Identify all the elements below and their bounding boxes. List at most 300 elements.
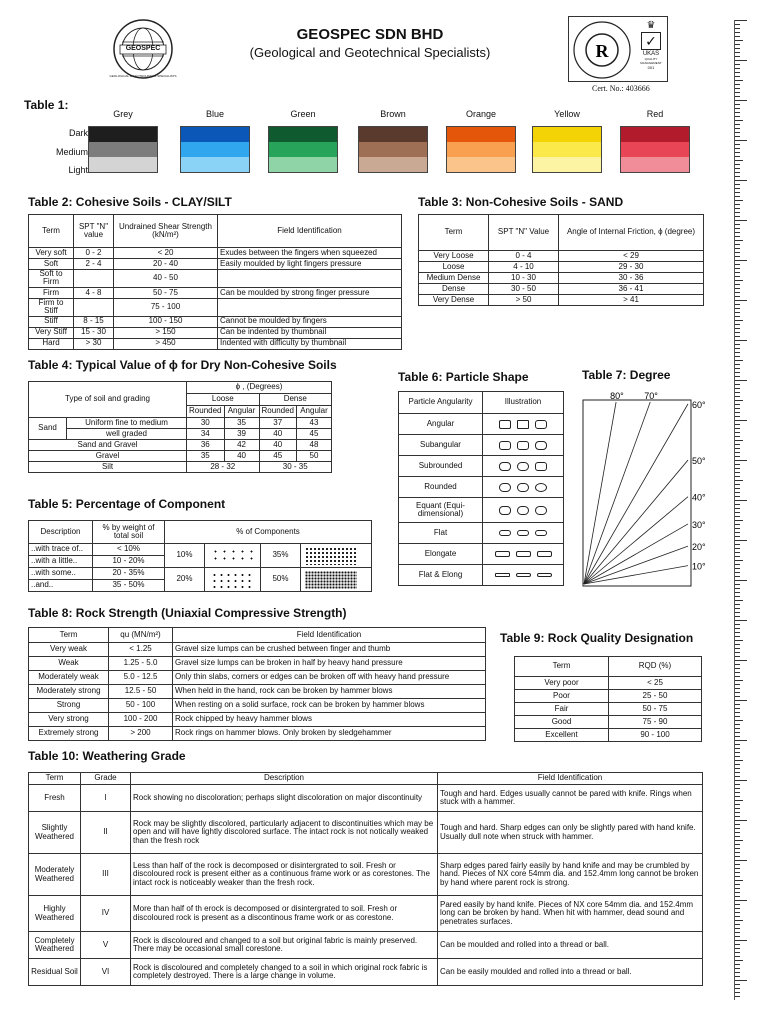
ruler-tick xyxy=(735,256,740,257)
table3-non-cohesive-soils xyxy=(418,214,704,306)
particle-shape-icon xyxy=(517,462,529,471)
ruler-tick xyxy=(735,656,740,657)
table-cell: Very soft xyxy=(29,248,74,259)
ruler-tick xyxy=(735,568,740,569)
table-cell: 100 - 150 xyxy=(114,316,218,327)
ruler-tick xyxy=(735,840,743,841)
ruler-tick xyxy=(735,916,740,917)
ruler-tick xyxy=(735,940,747,941)
table2-cohesive-soils xyxy=(28,214,402,350)
ruler-tick xyxy=(735,976,740,977)
table9-title: Table 9: Rock Quality Designation xyxy=(500,631,694,645)
color-swatch-2 xyxy=(268,126,338,173)
ruler-tick xyxy=(735,856,740,857)
ruler-tick xyxy=(735,416,740,417)
table-cell: III xyxy=(81,854,131,896)
table-row xyxy=(399,565,564,586)
t4-cell: 35 xyxy=(187,451,224,462)
table-row xyxy=(29,327,402,338)
ruler-tick xyxy=(735,632,740,633)
table6-title: Table 6: Particle Shape xyxy=(398,370,529,384)
table-cell: 4 - 8 xyxy=(74,287,114,298)
ruler-tick xyxy=(735,688,740,689)
ruler-tick xyxy=(735,244,740,245)
particle-shape-icon xyxy=(535,530,547,536)
ruler-tick xyxy=(735,328,740,329)
table-row xyxy=(399,544,564,565)
table-cell: Moderately weak xyxy=(29,671,109,685)
ruler-tick xyxy=(735,408,740,409)
ruler-tick xyxy=(735,88,740,89)
t4-header-dense: Dense xyxy=(259,394,331,406)
table-row xyxy=(29,298,402,316)
ruler-tick xyxy=(735,984,740,985)
shade-label-medium: Medium xyxy=(55,147,88,157)
t10-header-term: Term xyxy=(29,773,81,785)
table-cell: Less than half of the rock is decomposed or disintergrated to soil. Fresh or discoloured rock is present either as a continuous frame work or as corestones. The intact rock is noticeably weaker than the fresh rock. xyxy=(131,854,438,896)
t4-header-rounded-2: Rounded xyxy=(259,406,296,418)
table-cell: 20 - 40 xyxy=(114,259,218,270)
table-cell: Moderately Weathered xyxy=(29,854,81,896)
degree-label: 60° xyxy=(692,399,706,410)
table-cell: 50 - 75 xyxy=(609,703,702,716)
shade-label-light: Light xyxy=(68,165,88,175)
table4-title: Table 4: Typical Value of ϕ for Dry Non-Cohesive Soils xyxy=(28,358,337,372)
t3-header-angle: Angle of Internal Friction, ϕ (degree) xyxy=(559,215,704,251)
ruler-tick xyxy=(735,264,740,265)
shade-1 xyxy=(621,142,689,157)
sparse-particles-20-icon xyxy=(205,568,261,592)
table-cell: Exudes between the fingers when squeezed xyxy=(218,248,402,259)
ruler-tick xyxy=(735,428,740,429)
ruler-tick xyxy=(735,336,740,337)
table-row xyxy=(419,284,704,295)
t3-header-spt: SPT "N" Value xyxy=(489,215,559,251)
t4-sand-label: Sand xyxy=(29,418,67,440)
table-row xyxy=(515,729,702,742)
ruler-tick xyxy=(735,132,740,133)
particle-shape-icon xyxy=(517,420,529,429)
table-cell: 25 - 50 xyxy=(609,690,702,703)
t2-header-field: Field Identification xyxy=(218,215,402,248)
ruler-tick xyxy=(735,28,740,29)
table-cell: Soft xyxy=(29,259,74,270)
ruler-tick xyxy=(735,284,740,285)
color-swatch-1 xyxy=(180,126,250,173)
table-row xyxy=(29,685,486,699)
ruler-tick xyxy=(735,628,740,629)
t4-cell: well graded xyxy=(67,429,187,440)
ruler-tick xyxy=(735,600,743,601)
table-cell: < 29 xyxy=(559,251,704,262)
ruler-tick xyxy=(735,156,740,157)
ruler-tick xyxy=(735,880,743,881)
ruler-tick xyxy=(735,672,740,673)
dense-particles-50-icon xyxy=(301,568,372,592)
table3-title: Table 3: Non-Cohesive Soils - SAND xyxy=(418,195,624,209)
table9-rqd xyxy=(514,656,702,742)
shade-2 xyxy=(269,157,337,172)
particle-shape-icon xyxy=(516,551,531,557)
ruler-tick xyxy=(735,212,740,213)
ruler-tick xyxy=(735,160,743,161)
ruler-tick xyxy=(735,360,743,361)
table-row xyxy=(29,932,703,959)
table-cell: Poor xyxy=(515,690,609,703)
t2-header-term: Term xyxy=(29,215,74,248)
t4-cell: 48 xyxy=(297,440,332,451)
shade-0 xyxy=(533,127,601,142)
ruler-tick xyxy=(735,760,743,761)
ruler-tick xyxy=(735,524,740,525)
table-cell: Rock chipped by heavy hammer blows xyxy=(173,713,486,727)
ruler-tick xyxy=(735,756,740,757)
table-row xyxy=(399,498,564,523)
table-cell: Excellent xyxy=(515,729,609,742)
table-row xyxy=(29,338,402,349)
ruler-tick xyxy=(735,844,740,845)
table2-title: Table 2: Cohesive Soils - CLAY/SILT xyxy=(28,195,232,209)
degree-chart xyxy=(582,390,722,588)
color-swatch-0 xyxy=(88,126,158,173)
table-cell: 12.5 - 50 xyxy=(109,685,173,699)
t5-pct: 35% xyxy=(261,544,301,568)
table-row xyxy=(399,523,564,544)
shade-2 xyxy=(181,157,249,172)
table-cell: II xyxy=(81,812,131,854)
ukas-sub: QUALITY MANAGEMENT xyxy=(640,57,662,65)
ruler-tick xyxy=(735,908,740,909)
ruler-tick xyxy=(735,704,740,705)
t4-cell: Uniform fine to medium xyxy=(67,418,187,429)
ruler-tick xyxy=(735,724,740,725)
ruler-tick xyxy=(735,84,740,85)
ruler-tick xyxy=(735,424,740,425)
ruler-tick xyxy=(735,436,740,437)
ruler-tick xyxy=(735,140,747,141)
ruler-tick xyxy=(735,340,747,341)
ruler-tick xyxy=(735,548,740,549)
ruler-tick xyxy=(735,796,740,797)
particle-illustration-icon xyxy=(483,565,564,586)
measurement-ruler xyxy=(734,20,750,1000)
ruler-tick xyxy=(735,996,740,997)
shade-2 xyxy=(621,157,689,172)
ruler-tick xyxy=(735,280,743,281)
ruler-tick xyxy=(735,868,740,869)
shade-0 xyxy=(269,127,337,142)
table-cell: 90 - 100 xyxy=(609,729,702,742)
table-cell: Moderately strong xyxy=(29,685,109,699)
ruler-tick xyxy=(735,316,740,317)
shade-1 xyxy=(89,142,157,157)
ruler-tick xyxy=(735,268,740,269)
ruler-tick xyxy=(735,272,740,273)
color-swatch-3 xyxy=(358,126,428,173)
ruler-tick xyxy=(735,432,740,433)
ruler-tick xyxy=(735,808,740,809)
ruler-tick xyxy=(735,392,740,393)
t10-header-field: Field Identification xyxy=(438,773,703,785)
table-row xyxy=(29,812,703,854)
table5-title: Table 5: Percentage of Component xyxy=(28,497,226,511)
t4-cell: 37 xyxy=(259,418,296,429)
ruler-tick xyxy=(735,772,740,773)
ruler-tick xyxy=(735,604,740,605)
ruler-tick xyxy=(735,556,740,557)
ruler-tick xyxy=(735,248,740,249)
table-cell: Fresh xyxy=(29,785,81,812)
ruler-tick xyxy=(735,932,740,933)
ruler-tick xyxy=(735,900,747,901)
shade-1 xyxy=(181,142,249,157)
particle-shape-icon xyxy=(517,441,529,450)
ruler-tick xyxy=(735,236,740,237)
ruler-tick xyxy=(735,684,740,685)
table-cell: Tough and hard. Edges usually cannot be pared with knife. Rings when stuck with a hammer. xyxy=(438,785,703,812)
table-row xyxy=(29,643,486,657)
table-cell: 50 - 100 xyxy=(109,699,173,713)
ruler-tick xyxy=(735,460,747,461)
table-cell: 4 - 10 xyxy=(489,262,559,273)
ruler-tick xyxy=(735,40,743,41)
color-name-6: Red xyxy=(646,109,664,119)
table-row xyxy=(29,259,402,270)
company-name: GEOSPEC SDN BHD xyxy=(296,26,444,43)
ruler-tick xyxy=(735,444,740,445)
ruler-tick xyxy=(735,812,740,813)
table-cell: When held in the hand, rock can be broken by hammer blows xyxy=(173,685,486,699)
svg-text:R: R xyxy=(595,41,609,61)
table-cell: 1.25 - 5.0 xyxy=(109,657,173,671)
ruler-tick xyxy=(735,168,740,169)
ruler-tick xyxy=(735,576,740,577)
ruler-tick xyxy=(735,196,740,197)
table-cell xyxy=(74,270,114,288)
table-row xyxy=(399,477,564,498)
t4-cell: 45 xyxy=(259,451,296,462)
ruler-tick xyxy=(735,992,740,993)
table-cell: Can be moulded by strong finger pressure xyxy=(218,287,402,298)
ruler-tick xyxy=(735,136,740,137)
ruler-tick xyxy=(735,348,740,349)
ruler-tick xyxy=(735,252,740,253)
table-row xyxy=(399,435,564,456)
ruler-tick xyxy=(735,332,740,333)
particle-illustration-icon xyxy=(483,544,564,565)
ruler-tick xyxy=(735,848,740,849)
t5-pct: 20% xyxy=(165,568,205,592)
table10-weathering xyxy=(28,772,703,986)
ruler-tick xyxy=(735,736,740,737)
table-cell: Flat xyxy=(399,523,483,544)
ruler-tick xyxy=(735,972,740,973)
table-cell: Very strong xyxy=(29,713,109,727)
ruler-tick xyxy=(735,544,740,545)
dense-particles-35-icon xyxy=(301,544,372,568)
table-cell xyxy=(218,298,402,316)
ruler-tick xyxy=(735,564,740,565)
ruler-tick xyxy=(735,692,740,693)
ruler-tick xyxy=(735,400,743,401)
t5-pct: 50% xyxy=(261,568,301,592)
ruler-tick xyxy=(735,356,740,357)
ruler-tick xyxy=(735,596,740,597)
ruler-tick xyxy=(735,660,747,661)
t4-cell: Gravel xyxy=(29,451,187,462)
ruler-tick xyxy=(735,980,747,981)
ruler-tick xyxy=(735,344,740,345)
t5-pct: 10% xyxy=(165,544,205,568)
ruler-tick xyxy=(735,876,740,877)
ruler-tick xyxy=(735,668,740,669)
ruler-tick xyxy=(735,652,740,653)
ruler-tick xyxy=(735,648,740,649)
particle-shape-icon xyxy=(535,506,547,515)
logo-text: GEOSPEC xyxy=(125,45,161,52)
shade-0 xyxy=(181,127,249,142)
ruler-tick xyxy=(735,708,740,709)
shade-0 xyxy=(89,127,157,142)
ruler-tick xyxy=(735,288,740,289)
t4-cell: 40 xyxy=(259,429,296,440)
ruler-tick xyxy=(735,412,740,413)
ruler-tick xyxy=(735,76,740,77)
ruler-tick xyxy=(735,732,740,733)
ruler-tick xyxy=(735,72,740,73)
t4-cell: Sand and Gravel xyxy=(29,440,187,451)
ruler-tick xyxy=(735,624,740,625)
table-cell: Tough and hard. Sharp edges can only be slightly pared with hand knife. Usually dull note when struck with hammer. xyxy=(438,812,703,854)
ruler-tick xyxy=(735,472,740,473)
ruler-tick xyxy=(735,320,743,321)
t4-cell: 30 xyxy=(187,418,224,429)
table-row xyxy=(29,248,402,259)
table-row xyxy=(29,699,486,713)
ruler-tick xyxy=(735,800,743,801)
table-cell: Equant (Equi-dimensional) xyxy=(399,498,483,523)
particle-shape-icon xyxy=(499,506,511,515)
table-cell: Highly Weathered xyxy=(29,896,81,932)
ruler-tick xyxy=(735,388,740,389)
table-cell: Only thin slabs, corners or edges can be broken off with heavy hand pressure xyxy=(173,671,486,685)
ruler-tick xyxy=(735,52,740,53)
ruler-tick xyxy=(735,804,740,805)
ruler-tick xyxy=(735,324,740,325)
particle-shape-icon xyxy=(517,530,529,536)
table-cell: 2 - 4 xyxy=(74,259,114,270)
table-cell: Rock rings on hammer blows. Only broken by sledgehammer xyxy=(173,727,486,741)
t6-header-angularity: Particle Angularity xyxy=(399,392,483,414)
ruler-tick xyxy=(735,220,747,221)
table-cell: Very Dense xyxy=(419,295,489,306)
table-cell: 15 - 30 xyxy=(74,327,114,338)
ruler-tick xyxy=(735,188,740,189)
ruler-tick xyxy=(735,616,740,617)
ruler-tick xyxy=(735,676,740,677)
table-cell: < 1.25 xyxy=(109,643,173,657)
t4-header-loose: Loose xyxy=(187,394,259,406)
table-cell: Rock is discoloured and changed to a soil but original fabric is mainly preserved. There may be occasional small corestone. xyxy=(131,932,438,959)
ruler-tick xyxy=(735,228,740,229)
table-row xyxy=(399,414,564,435)
ruler-tick xyxy=(735,936,740,937)
table-cell: 75 - 100 xyxy=(114,298,218,316)
particle-shape-icon xyxy=(537,551,552,557)
table-row xyxy=(29,713,486,727)
table-cell: Indented with difficulty by thumbnail xyxy=(218,338,402,349)
ruler-tick xyxy=(735,680,743,681)
degree-label: 80° xyxy=(610,391,624,401)
ruler-tick xyxy=(735,452,740,453)
degree-label: 70° xyxy=(644,391,658,401)
t4-cell: 39 xyxy=(224,429,259,440)
ruler-tick xyxy=(735,640,743,641)
ruler-tick xyxy=(735,860,747,861)
table-cell: 10 - 30 xyxy=(489,273,559,284)
ruler-tick xyxy=(735,376,740,377)
ruler-tick xyxy=(735,232,740,233)
ruler-tick xyxy=(735,100,747,101)
table-cell: Sharp edges pared fairly easily by hand knife and may be crumbled by hand. Pieces of NX core 54mm dia. and 152.4mm long cannot be broken by hand where parent rock is strong. xyxy=(438,854,703,896)
table-cell: Rounded xyxy=(399,477,483,498)
ruler-tick xyxy=(735,396,740,397)
particle-illustration-icon xyxy=(483,523,564,544)
t4-header-phi: ϕ , (Degrees) xyxy=(187,382,332,394)
table-cell: Easily moulded by light fingers pressure xyxy=(218,259,402,270)
t6-header-illustration: Illustration xyxy=(483,392,564,414)
ruler-tick xyxy=(735,368,740,369)
ruler-tick xyxy=(735,184,740,185)
table-cell: Completely Weathered xyxy=(29,932,81,959)
table-cell: > 150 xyxy=(114,327,218,338)
particle-illustration-icon xyxy=(483,456,564,477)
ruler-tick xyxy=(735,496,740,497)
table-cell: 100 - 200 xyxy=(109,713,173,727)
sparse-particles-10-icon xyxy=(205,544,261,568)
ruler-tick xyxy=(735,612,740,613)
ruler-tick xyxy=(735,104,740,105)
degree-label: 50° xyxy=(692,456,706,467)
ruler-tick xyxy=(735,260,747,261)
table-cell: Subangular xyxy=(399,435,483,456)
ruler-tick xyxy=(735,540,747,541)
table-cell: > 30 xyxy=(74,338,114,349)
ruler-tick xyxy=(735,852,740,853)
ruler-tick xyxy=(735,372,740,373)
ruler-tick xyxy=(735,924,740,925)
table-cell: Cannot be moulded by fingers xyxy=(218,316,402,327)
ruler-tick xyxy=(735,64,740,65)
table-cell: Can be indented by thumbnail xyxy=(218,327,402,338)
ruler-tick xyxy=(735,308,740,309)
table-cell: Extremely strong xyxy=(29,727,109,741)
shade-1 xyxy=(533,142,601,157)
t5-cell: 20 - 35% xyxy=(93,568,165,580)
table-cell: Soft to Firm xyxy=(29,270,74,288)
ruler-tick xyxy=(735,116,740,117)
particle-shape-icon xyxy=(537,573,552,577)
t2-header-spt: SPT "N" value xyxy=(74,215,114,248)
table-cell: Fair xyxy=(515,703,609,716)
t4-cell: 40 xyxy=(224,451,259,462)
ruler-tick xyxy=(735,572,740,573)
color-swatch-5 xyxy=(532,126,602,173)
company-logo xyxy=(108,18,178,80)
shade-0 xyxy=(621,127,689,142)
table-cell: 36 - 41 xyxy=(559,284,704,295)
ruler-tick xyxy=(735,744,740,745)
